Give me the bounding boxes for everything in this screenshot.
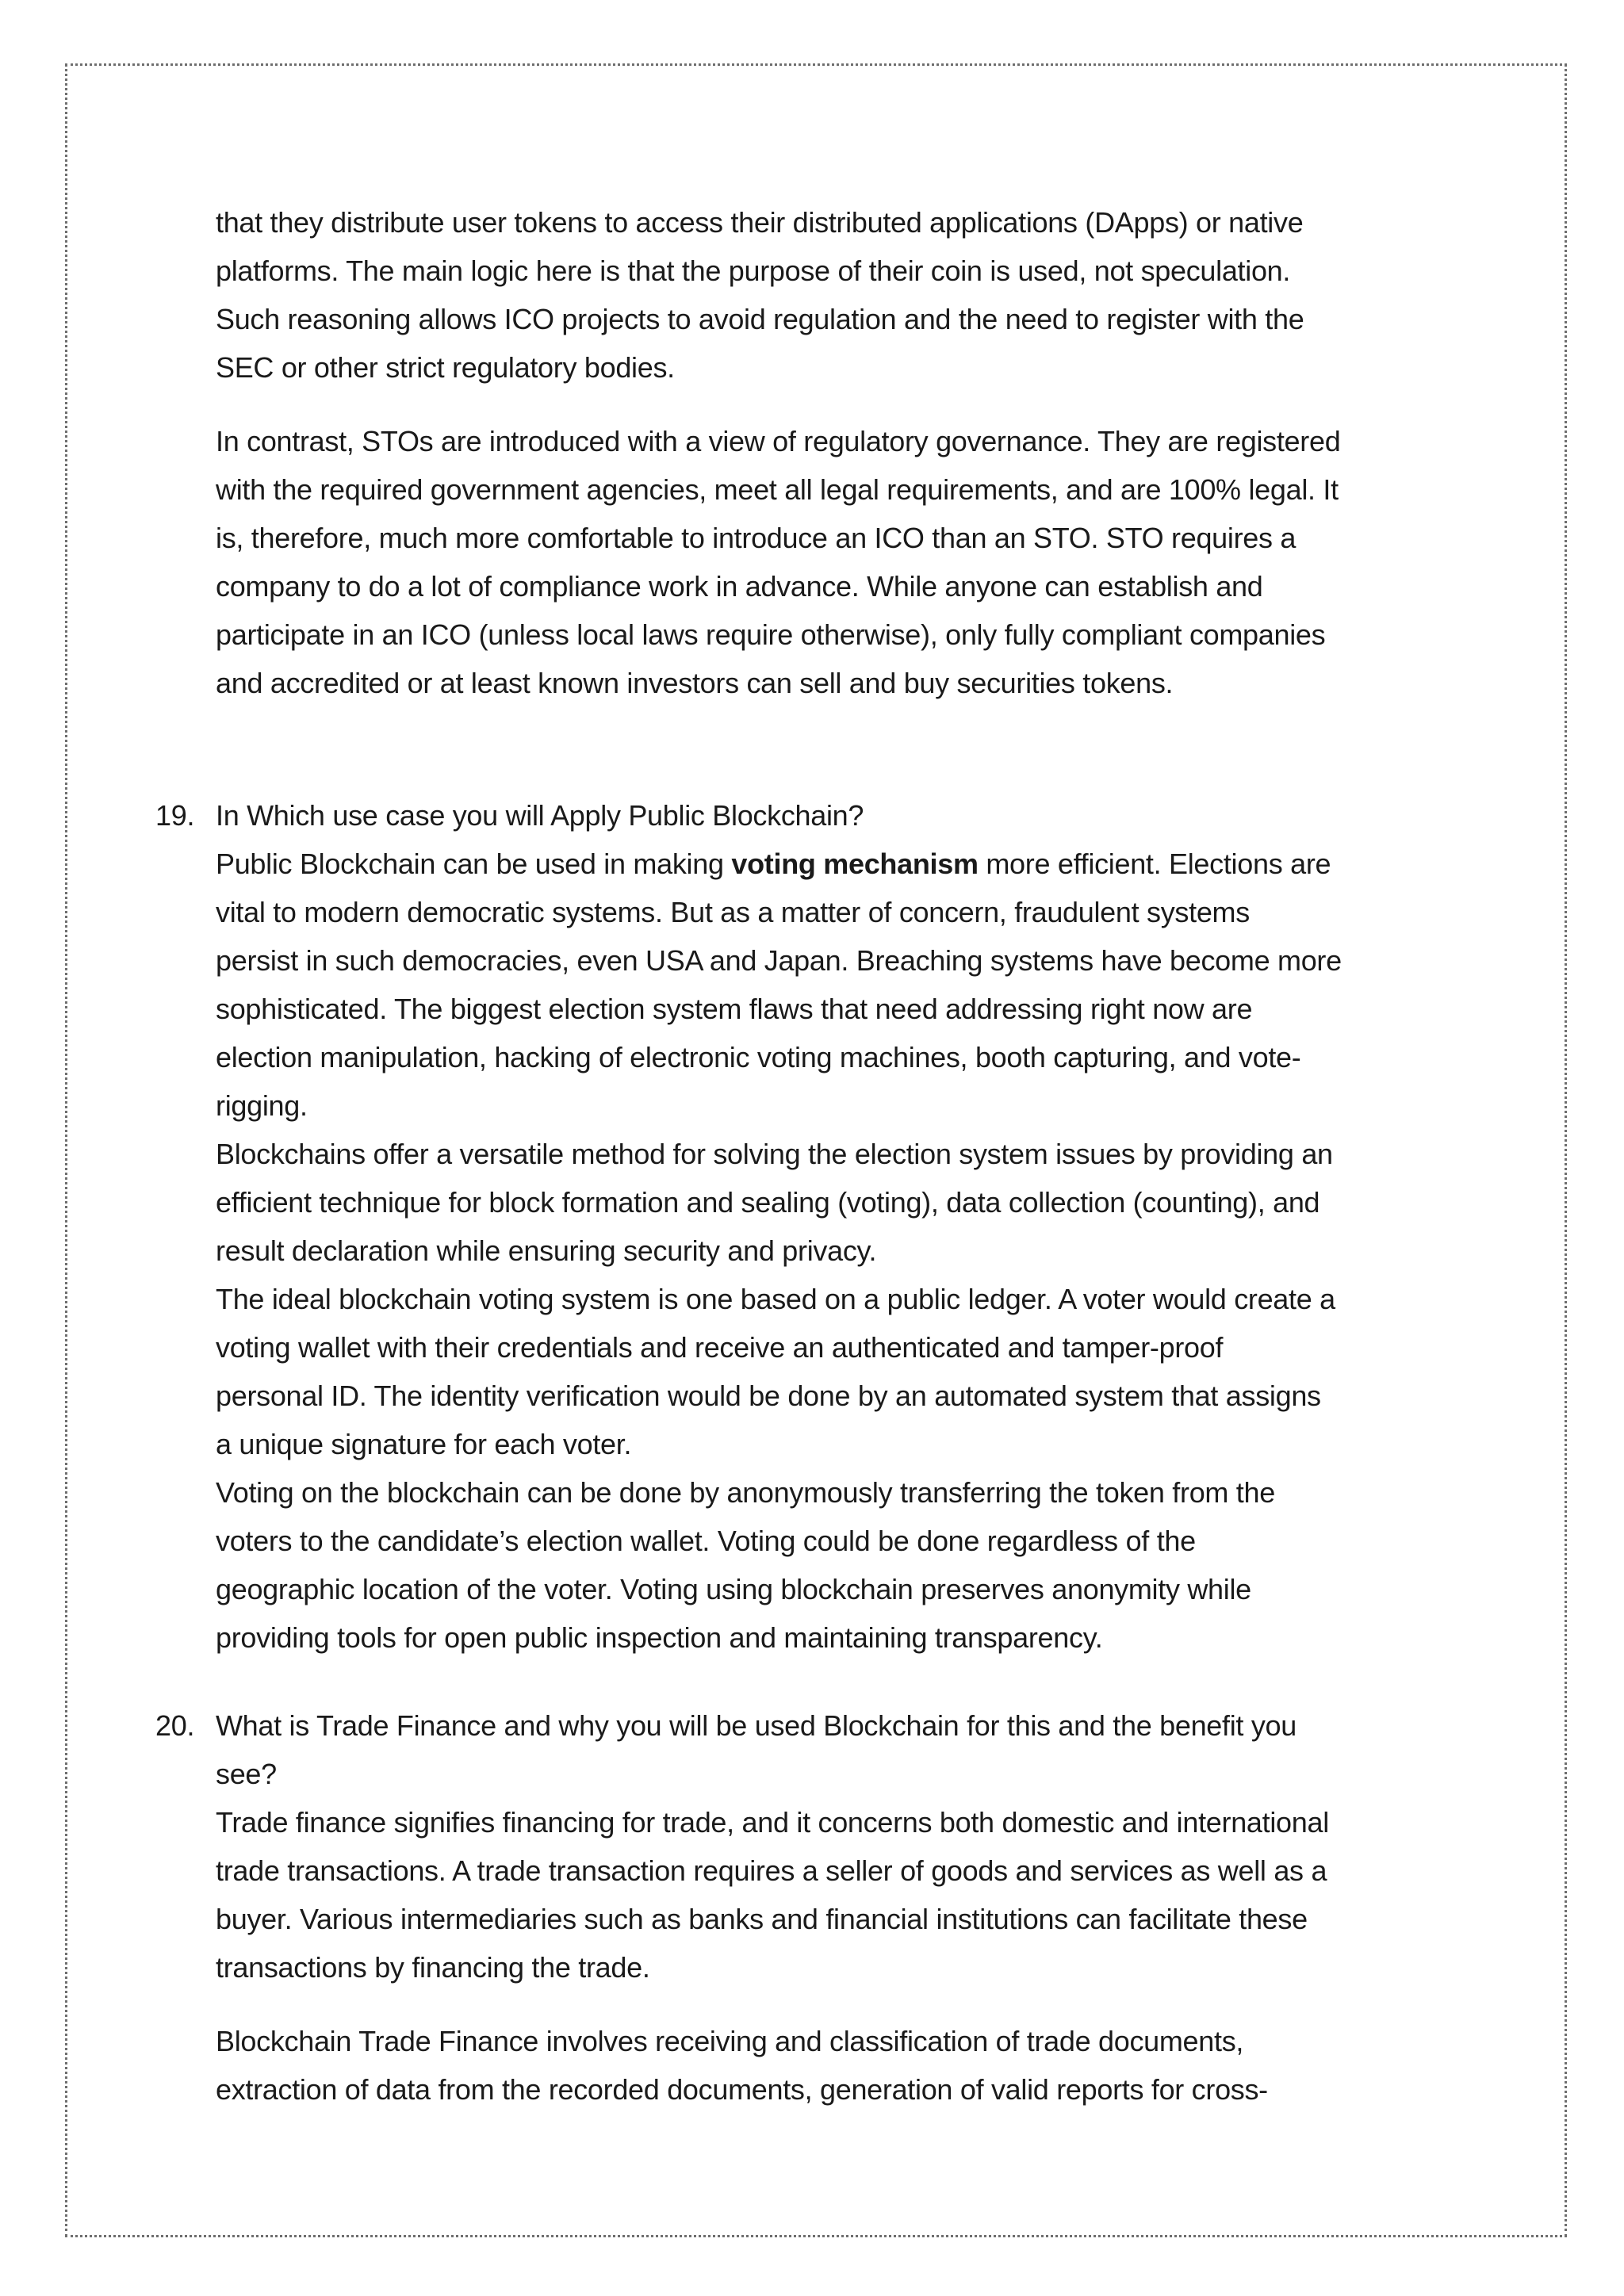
answer-text: Public Blockchain can be used in making — [216, 848, 732, 880]
text-line: SEC or other strict regulatory bodies. — [216, 351, 675, 384]
text-line: and accredited or at least known investors can sell and buy securities tokens. — [216, 667, 1174, 699]
answer-line: Blockchain Trade Finance involves receiving and classification of trade documents, — [216, 2025, 1244, 2057]
answer-line: rigging. — [216, 1089, 308, 1122]
answer-line: a unique signature for each voter. — [216, 1428, 632, 1460]
question-text: What is Trade Finance and why you will be used Blockchain for this and the benefit you — [216, 1709, 1297, 1742]
text-line: Such reasoning allows ICO projects to avoid regulation and the need to register with the — [216, 303, 1304, 335]
answer-line: Voting on the blockchain can be done by anonymously transferring the token from the — [216, 1476, 1275, 1509]
question-text: In Which use case you will Apply Public Blockchain? — [216, 799, 864, 832]
document-body — [155, 198, 1453, 2114]
answer-line: sophisticated. The biggest election system flaws that need addressing right now are — [216, 993, 1253, 1025]
answer-line: providing tools for open public inspection and maintaining transparency. — [216, 1621, 1103, 1654]
question-number: 20. — [155, 1709, 195, 1742]
answer-line: Blockchains offer a versatile method for solving the election system issues by providing an — [216, 1138, 1333, 1170]
answer-line: election manipulation, hacking of electronic voting machines, booth capturing, and vote- — [216, 1041, 1301, 1073]
answer-line: efficient technique for block formation and sealing (voting), data collection (counting), and — [216, 1186, 1320, 1219]
text-line: platforms. The main logic here is that the purpose of their coin is used, not speculation. — [216, 254, 1291, 287]
answer-line: Trade finance signifies financing for trade, and it concerns both domestic and international — [216, 1806, 1329, 1839]
text-line: In contrast, STOs are introduced with a view of regulatory governance. They are registered — [216, 425, 1341, 457]
text-line: participate in an ICO (unless local laws require otherwise), only fully compliant companies — [216, 618, 1326, 651]
question-19 — [155, 791, 1453, 1662]
answer-text: more efficient. Elections are — [978, 848, 1331, 880]
answer-line: personal ID. The identity verification would be done by an automated system that assigns — [216, 1380, 1321, 1412]
answer-line: buyer. Various intermediaries such as banks and financial institutions can facilitate these — [216, 1903, 1308, 1935]
question-number: 19. — [155, 799, 195, 832]
text-line: with the required government agencies, meet all legal requirements, and are 100% legal. It — [216, 473, 1339, 506]
answer-bold-text: voting mechanism — [731, 848, 979, 880]
answer-line: geographic location of the voter. Voting using blockchain preserves anonymity while — [216, 1573, 1251, 1605]
answer-line: transactions by financing the trade. — [216, 1951, 650, 1984]
paragraph-sto — [216, 417, 1453, 707]
answer-line: The ideal blockchain voting system is one based on a public ledger. A voter would create a — [216, 1283, 1335, 1315]
text-line: company to do a lot of compliance work in advance. While anyone can establish and — [216, 570, 1263, 603]
answer-line: result declaration while ensuring security and privacy. — [216, 1234, 877, 1267]
paragraph-ico-continued — [216, 198, 1453, 392]
answer-line: trade transactions. A trade transaction requires a seller of goods and services as well as a — [216, 1854, 1327, 1887]
answer-line: voters to the candidate’s election wallet. Voting could be done regardless of the — [216, 1525, 1196, 1557]
answer-line — [216, 840, 1453, 888]
text-line: is, therefore, much more comfortable to introduce an ICO than an STO. STO requires a — [216, 522, 1297, 554]
answer-line: persist in such democracies, even USA and Japan. Breaching systems have become more — [216, 944, 1342, 977]
question-text: see? — [216, 1758, 277, 1790]
answer-line: voting wallet with their credentials and receive an authenticated and tamper-proof — [216, 1331, 1224, 1364]
question-20 — [155, 1701, 1453, 2114]
answer-line: extraction of data from the recorded documents, generation of valid reports for cross- — [216, 2073, 1268, 2106]
answer-line: vital to modern democratic systems. But as a matter of concern, fraudulent systems — [216, 896, 1250, 928]
text-line: that they distribute user tokens to access their distributed applications (DApps) or native — [216, 206, 1304, 239]
